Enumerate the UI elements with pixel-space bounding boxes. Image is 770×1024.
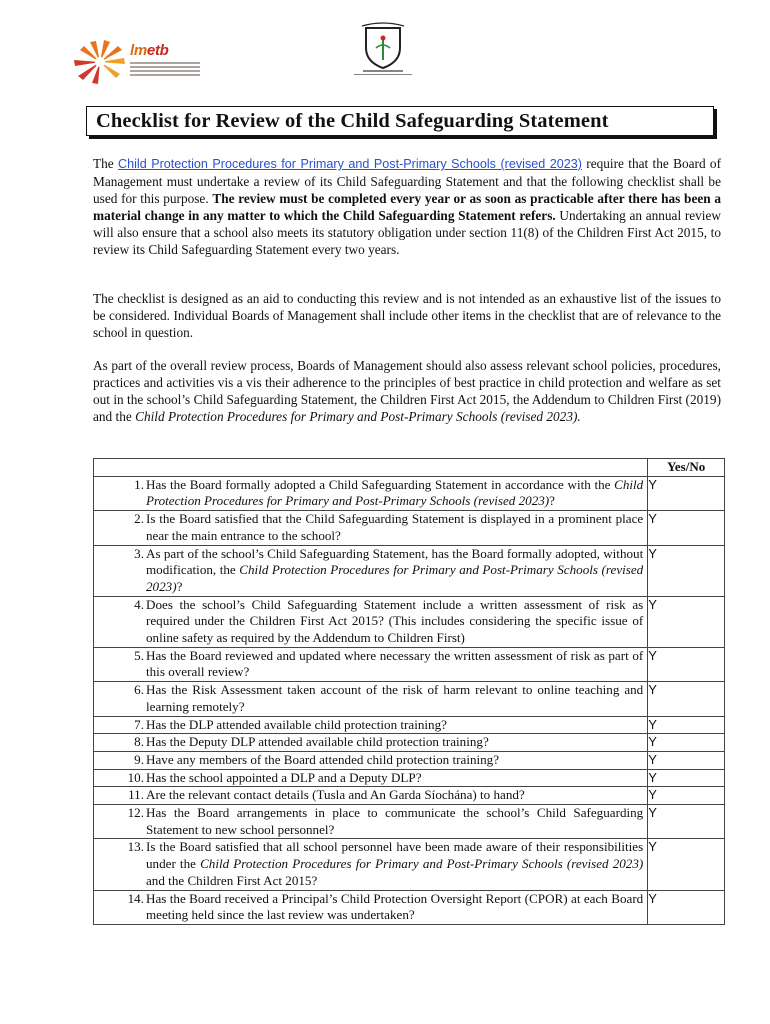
question-text-main: Has the Risk Assessment taken account of the risk of harm relevant to online teaching and learning remotely? <box>146 682 644 714</box>
table-row <box>94 511 725 545</box>
answer-cell[interactable]: Y <box>648 734 725 752</box>
table-row <box>94 890 725 924</box>
table-row <box>94 751 725 769</box>
table-header-row <box>94 459 725 477</box>
question-text-main: Has the school appointed a DLP and a Deputy DLP? <box>146 769 422 785</box>
question-number: 14. <box>127 890 144 906</box>
question-cell <box>94 545 648 596</box>
lmetb-wordmark: lmetb <box>130 42 169 59</box>
question-text-italic: Child Protection Procedures for Primary and Post-Primary Schools (revised 2023) <box>146 562 644 594</box>
question-text-main: As part of the school’s Child Safeguarding Statement, has the Board formally adopted, without modification, the <box>146 545 644 578</box>
question-text-main: Has the Board formally adopted a Child Safeguarding Statement in accordance with the <box>146 476 615 492</box>
question-number: 6. <box>134 682 144 698</box>
question-text <box>146 752 647 769</box>
intro-paragraph-1 <box>93 155 721 259</box>
question-text-italic: Child Protection Procedures for Primary and Post-Primary Schools (revised 2023) <box>200 856 644 872</box>
question-text-main: Has the Board arrangements in place to communicate the school’s Child Safeguarding Statement to new school personnel? <box>146 805 644 837</box>
question-number: 11. <box>128 787 144 803</box>
document-title: Checklist for Review of the Child Safeguarding Statement <box>96 110 609 132</box>
answer-cell[interactable]: Y <box>648 839 725 890</box>
question-cell <box>94 596 648 647</box>
sunburst-logo-icon <box>72 40 128 84</box>
title-box <box>86 106 714 136</box>
intro-paragraph-3 <box>93 357 721 425</box>
answer-cell[interactable]: Y <box>648 716 725 734</box>
question-text-main: Have any members of the Board attended child protection training? <box>146 751 500 767</box>
question-number: 4. <box>134 596 144 612</box>
table-row <box>94 805 725 839</box>
answer-cell[interactable]: Y <box>648 890 725 924</box>
question-text-italic: Child Protection Procedures for Primary and Post-Primary Schools (revised 2023) <box>146 476 644 509</box>
question-text-main: Has the Deputy DLP attended available child protection training? <box>146 734 489 750</box>
question-text <box>146 648 647 681</box>
intro-p3-pre: As part of the overall review process, Boards of Management should also assess relevant school policies, procedures, practices and activities vis a vis their adherence to the principles of best practice in child protection and welfare as set out in the school’s Child Safeguarding Statement, the Children First Act 2015, the Addendum to Children First (2019) and the <box>93 358 721 425</box>
question-header-cell <box>94 459 648 477</box>
question-text-main: Is the Board satisfied that all school personnel have been made aware of their responsibilities under the <box>146 839 644 872</box>
intro-p1-post: Undertaking an annual review will also ensure that a school also meets its statutory obligation under section 11(8) of the Children First Act 2015, to review its Child Safeguarding Statement every two years. <box>93 208 721 258</box>
question-text-main: Has the DLP attended available child protection training? <box>146 716 447 732</box>
table-row <box>94 734 725 752</box>
question-text <box>146 546 647 596</box>
answer-cell[interactable]: Y <box>648 476 725 510</box>
question-text <box>146 891 647 924</box>
question-text-main: Has the Board received a Principal’s Child Protection Oversight Report (CPOR) at each Board meeting held since the last review was undertaken? <box>146 890 644 923</box>
answer-cell[interactable]: Y <box>648 682 725 716</box>
question-cell <box>94 890 648 924</box>
answer-cell[interactable]: Y <box>648 787 725 805</box>
table-row <box>94 839 725 890</box>
answer-header-cell: Yes/No <box>648 459 725 477</box>
procedures-link[interactable]: Child Protection Procedures for Primary and Post-Primary Schools (revised 2023) <box>118 157 582 171</box>
question-text-tail: and the Children First Act 2015? <box>146 872 318 888</box>
question-text-main: Does the school’s Child Safeguarding Statement include a written assessment of risk as required under the Children First Act 2015? (This includes considering the specific issue of online safety as required by the Addendum to Children First) <box>146 596 644 646</box>
intro-p1-bold: The review must be completed every year or as soon as practicable after there has been a material change in any matter to which the Child Safeguarding Statement refers. <box>93 191 721 224</box>
table-row <box>94 596 725 647</box>
checklist-table <box>93 458 725 925</box>
table-row <box>94 647 725 681</box>
question-number: 8. <box>134 734 144 750</box>
question-text <box>146 717 647 734</box>
table-row <box>94 476 725 510</box>
question-number: 13. <box>127 839 144 855</box>
answer-cell[interactable]: Y <box>648 647 725 681</box>
question-text <box>146 597 647 647</box>
question-number: 5. <box>134 647 144 663</box>
question-cell <box>94 839 648 890</box>
question-text-main: Are the relevant contact details (Tusla and An Garda Síochána) to hand? <box>146 787 525 803</box>
question-number: 7. <box>134 716 144 732</box>
question-cell <box>94 805 648 839</box>
question-text <box>146 682 647 715</box>
question-text-main: Has the Board reviewed and updated where necessary the written assessment of risk as part of this overall review? <box>146 647 644 680</box>
question-text-tail: ? <box>549 493 555 509</box>
question-number: 12. <box>127 805 144 821</box>
table-row <box>94 545 725 596</box>
question-text <box>146 477 647 510</box>
question-cell <box>94 476 648 510</box>
intro-p1-pre: The <box>93 156 118 171</box>
question-text <box>146 787 647 804</box>
question-cell <box>94 716 648 734</box>
question-cell <box>94 787 648 805</box>
question-number: 9. <box>134 751 144 767</box>
table-row <box>94 787 725 805</box>
answer-cell[interactable]: Y <box>648 769 725 787</box>
question-cell <box>94 734 648 752</box>
answer-cell[interactable]: Y <box>648 545 725 596</box>
intro-p1-mid: require that the Board of Management must undertake a review of its Child Safeguarding Statement and that the following checklist shall be used for this purpose. <box>93 156 721 207</box>
question-number: 3. <box>134 545 144 561</box>
answer-cell[interactable]: Y <box>648 511 725 545</box>
question-cell <box>94 751 648 769</box>
answer-cell[interactable]: Y <box>648 596 725 647</box>
question-text-main: Is the Board satisfied that the Child Safeguarding Statement is displayed in a prominent place near the main entrance to the school? <box>146 511 644 543</box>
answer-cell[interactable]: Y <box>648 751 725 769</box>
table-row <box>94 716 725 734</box>
question-cell <box>94 511 648 545</box>
intro-paragraph-2: The checklist is designed as an aid to conducting this review and is not intended as an exhaustive list of the issues to be considered. Individual Boards of Management shall include other items in the checklist that are of relevance to the school in question. <box>93 291 721 341</box>
question-cell <box>94 647 648 681</box>
table-row <box>94 769 725 787</box>
question-number: 10. <box>127 769 144 785</box>
lmetb-logo <box>72 40 202 84</box>
answer-cell[interactable]: Y <box>648 805 725 839</box>
question-text-tail: ? <box>176 578 183 594</box>
question-text <box>146 805 647 838</box>
question-cell <box>94 682 648 716</box>
question-text <box>146 770 647 787</box>
question-number: 2. <box>134 511 144 527</box>
question-text <box>146 839 647 889</box>
crest-caption-lines <box>352 68 414 77</box>
question-number: 1. <box>134 476 144 492</box>
question-text <box>146 734 647 751</box>
intro-p3-italic: Child Protection Procedures for Primary and Post-Primary Schools (revised 2023). <box>135 409 581 425</box>
question-text <box>146 511 647 544</box>
question-cell <box>94 769 648 787</box>
table-row <box>94 682 725 716</box>
logo-subtitle-lines <box>130 60 200 78</box>
